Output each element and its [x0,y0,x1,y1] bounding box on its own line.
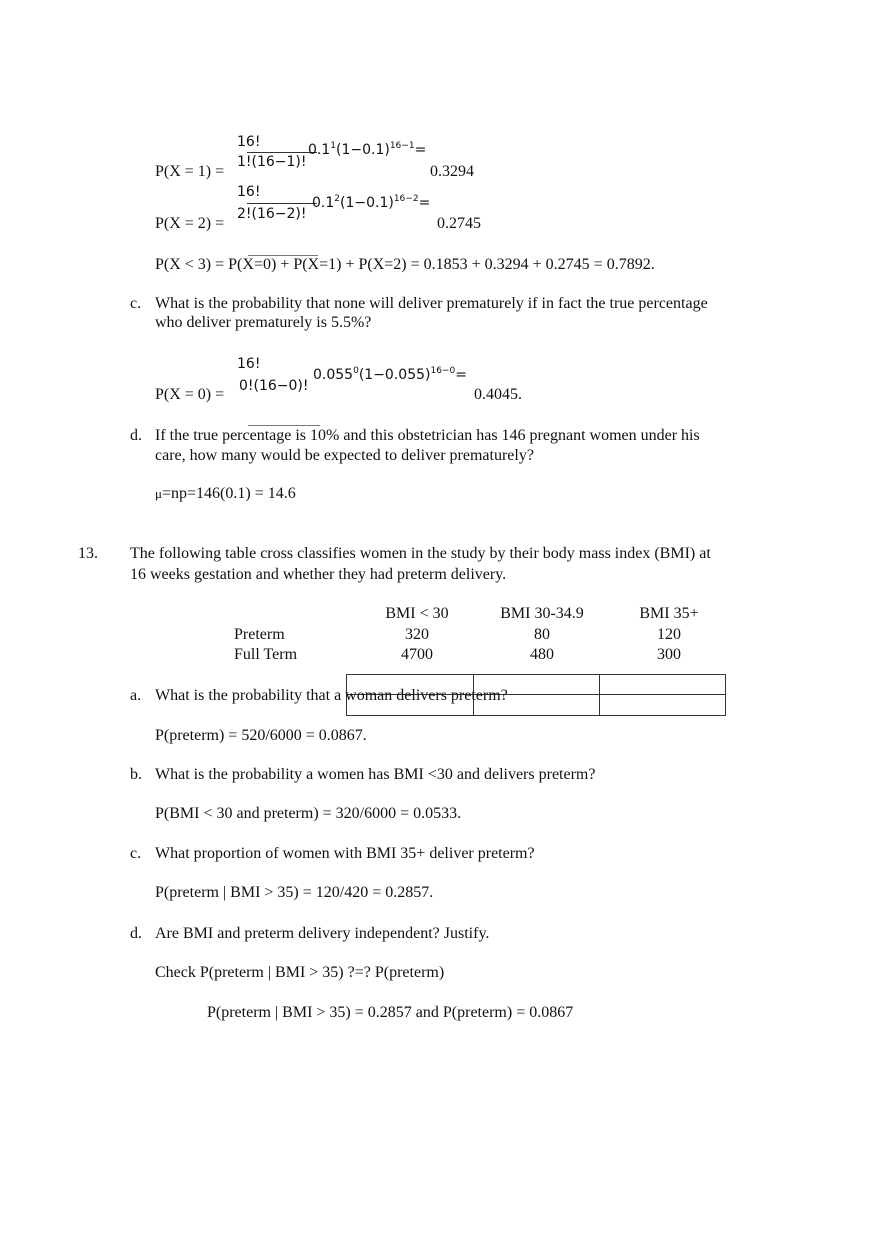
p0-label: P(X = 0) = [155,386,225,403]
table-header: BMI 30-34.9 [500,605,584,622]
p0-formula: $0.055^0(1-0.055)^{16-0}=$ [313,366,467,383]
p1-denominator: 1!(16−1)! [237,154,307,170]
p2-result: 0.2745 [437,215,481,232]
answer-13a: P(preterm) = 520/6000 = 0.0867. [155,727,367,744]
check-13d: Check P(preterm | BMI > 35) ?=? P(preterm) [155,964,445,981]
marker-13a: a. [130,687,142,704]
mu-symbol: μ [155,486,162,501]
row-label: Preterm [234,626,285,643]
p2-denominator: 2!(16−2)! [237,206,307,222]
table-cell: 120 [657,626,681,643]
question-13c: What proportion of women with BMI 35+ deliver preterm? [155,845,535,862]
table-cell: 300 [657,646,681,663]
p1-formula: $0.1^1(1-0.1)^{16-1}=$ [308,141,427,158]
marker-13b: b. [130,766,142,783]
p2-formula: $0.1^2(1-0.1)^{16-2}=$ [312,194,431,211]
grid-line [599,674,600,715]
marker-c: c. [130,295,142,312]
stray-overline [248,425,320,426]
marker-13c: c. [130,845,142,862]
table-header: BMI 35+ [639,605,699,622]
answer-13c: P(preterm | BMI > 35) = 120/420 = 0.2857. [155,884,434,901]
row-label: Full Term [234,646,298,663]
table-header: BMI < 30 [385,605,449,622]
p0-numerator: 16! [237,356,261,372]
marker-13d: d. [130,925,142,942]
p1-result: 0.3294 [430,163,474,180]
answer-13b: P(BMI < 30 and preterm) = 320/6000 = 0.0533. [155,805,462,822]
answer-d: μ=np=146(0.1) = 14.6 [155,485,296,502]
question-13d: Are BMI and preterm delivery independent? Justify. [155,925,490,942]
q13-text-line2: 16 weeks gestation and whether they had preterm delivery. [130,566,507,583]
p1-label: P(X = 1) = [155,163,225,180]
question-13a: What is the probability that a woman delivers preterm? [155,687,508,704]
conclusion-13d: P(preterm | BMI > 35) = 0.2857 and P(preterm) = 0.0867 [207,1004,574,1021]
marker-d: d. [130,427,142,444]
question-c-line1: What is the probability that none will deliver prematurely if in fact the true percentage [155,295,708,312]
p1-numerator: 16! [237,134,261,150]
question-d-line2: care, how many would be expected to deliver prematurely? [155,447,534,464]
table-cell: 4700 [401,646,433,663]
p0-result: 0.4045. [474,386,522,403]
fraction-bar [247,203,317,204]
table-cell: 80 [534,626,550,643]
question-d-line1: If the true percentage is 10% and this obstetrician has 146 pregnant women under his [155,427,700,444]
table-cell: 320 [405,626,429,643]
question-number: 13. [78,545,98,562]
question-c-line2: who deliver prematurely is 5.5%? [155,314,372,331]
q13-text-line1: The following table cross classifies women in the study by their body mass index (BMI) at [130,545,711,562]
question-13b: What is the probability a women has BMI <30 and delivers preterm? [155,766,596,783]
p-less-3: P(X < 3) = P(X=0) + P(X=1) + P(X=2) = 0.1853 + 0.3294 + 0.2745 = 0.7892. [155,256,655,273]
table-cell: 480 [530,646,554,663]
p2-numerator: 16! [237,184,261,200]
p2-label: P(X = 2) = [155,215,225,232]
p0-denominator: 0!(16−0)! [239,378,309,394]
